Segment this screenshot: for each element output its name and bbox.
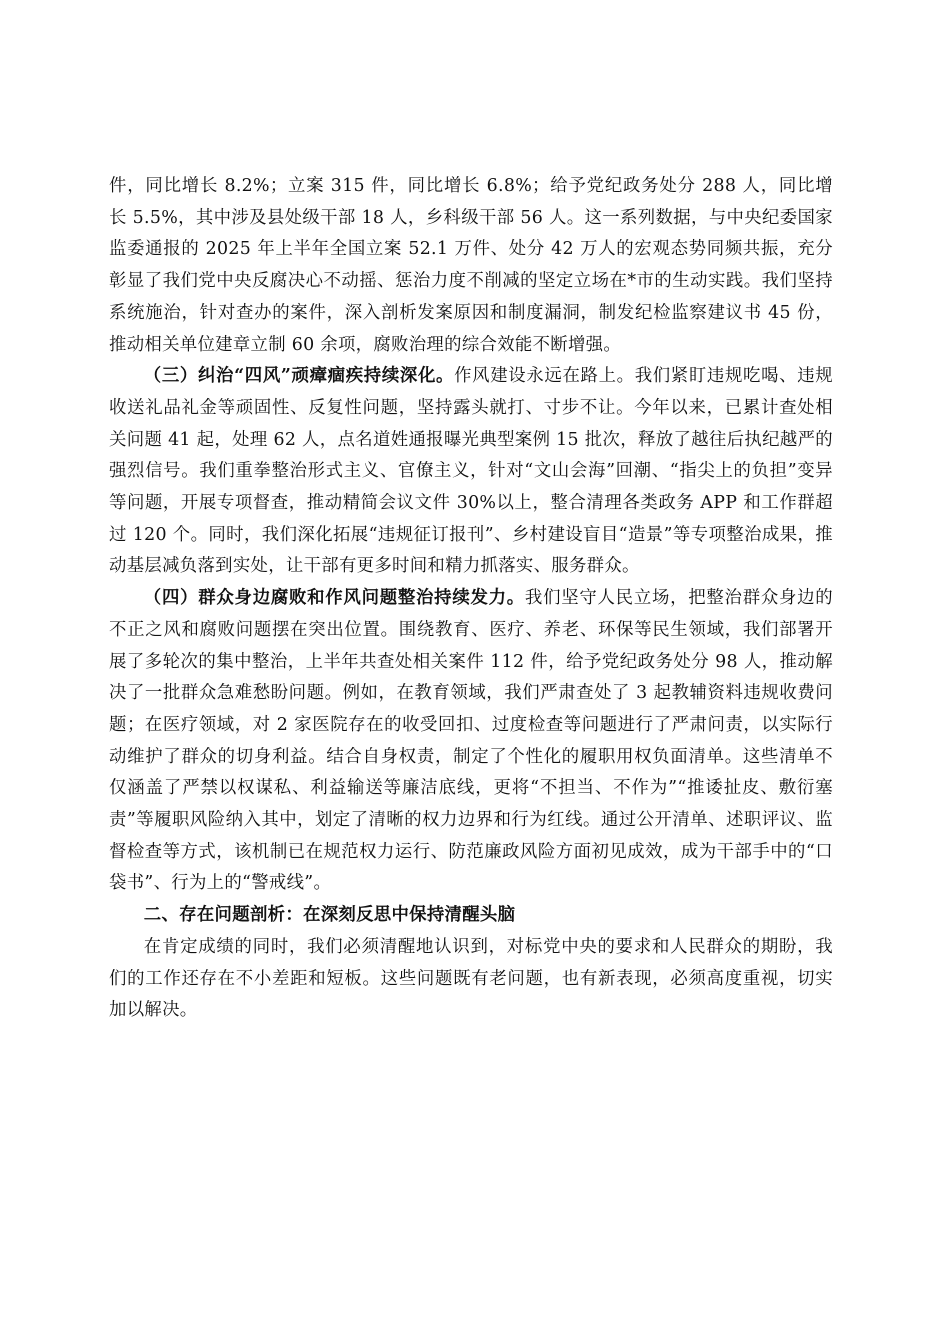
paragraph-case-statistics	[109, 171, 833, 361]
paragraph-text: 在肯定成绩的同时，我们必须清醒地认识到，对标党中央的要求和人民群众的期盼，我们的工作还存在不小差距和短板。这些问题既有老问题，也有新表现，必须高度重视，切实加以解决。	[109, 936, 833, 1021]
paragraph-lead-heading: （三）纠治“四风”顽瘴痼疾持续深化。	[143, 366, 455, 387]
paragraph-four-winds	[109, 361, 833, 583]
document-body	[109, 171, 833, 1027]
paragraph-closing	[109, 932, 833, 1027]
paragraph-text: 件，同比增长 8.2%；立案 315 件，同比增长 6.8%；给予党纪政务处分 288 人，同比增长 5.5%，其中涉及县处级干部 18 人，乡科级干部 56 人。这一系列数据，与中央纪委国家监委通报的 2025 年上半年全国立案 52.1 万件、处分 42 万人的宏观态势同频共振，充分彰显了我们党中央反腐决心不动摇、惩治力度不削减的坚定立场在*市的生动实践。我们坚持系统施治，针对查办的案件，深入剖析发案原因和制度漏洞，制发纪检监察建议书 45 份，推动相关单位建章立制 60 余项，腐败治理的综合效能不断增强。	[109, 176, 833, 355]
paragraph-text: 作风建设永远在路上。我们紧盯违规吃喝、违规收送礼品礼金等顽固性、反复性问题，坚持露头就打、寸步不让。今年以来，已累计查处相关问题 41 起，处理 62 人，点名道姓通报曝光典型案例 15 批次，释放了越往后执纪越严的强烈信号。我们重拳整治形式主义、官僚主义，针对“文山会海”回潮、“指尖上的负担”变异等问题，开展专项督查，推动精简会议文件 30%以上，整合清理各类政务 APP 和工作群超过 120 个。同时，我们深化拓展“违规征订报刊”、乡村建设盲目“造景”等专项整治成果，推动基层减负落到实处，让干部有更多时间和精力抓落实、服务群众。	[109, 366, 833, 577]
paragraph-grassroots-corruption	[109, 583, 833, 900]
paragraph-text: 我们坚守人民立场，把整治群众身边的不正之风和腐败问题摆在突出位置。围绕教育、医疗、养老、环保等民生领域，我们部署开展了多轮次的集中整治，上半年共查处相关案件 112 件，给予党纪政务处分 98 人，推动解决了一批群众急难愁盼问题。例如，在教育领域，我们严肃查处了 3 起教辅资料违规收费问题；在医疗领域，对 2 家医院存在的收受回扣、过度检查等问题进行了严肃问责，以实际行动维护了群众的切身利益。结合自身权责，制定了个性化的履职用权负面清单。这些清单不仅涵盖了严禁以权谋私、利益输送等廉洁底线，更将“不担当、不作为”“推诿扯皮、敷衍塞责”等履职风险纳入其中，划定了清晰的权力边界和行为红线。通过公开清单、述职评议、监督检查等方式，该机制已在规范权力运行、防范廉政风险方面初见成效，成为干部手中的“口袋书”、行为上的“警戒线”。	[109, 588, 833, 894]
paragraph-lead-heading: （四）群众身边腐败和作风问题整治持续发力。	[143, 588, 525, 609]
section-heading: 二、存在问题剖析：在深刻反思中保持清醒头脑	[143, 905, 516, 926]
